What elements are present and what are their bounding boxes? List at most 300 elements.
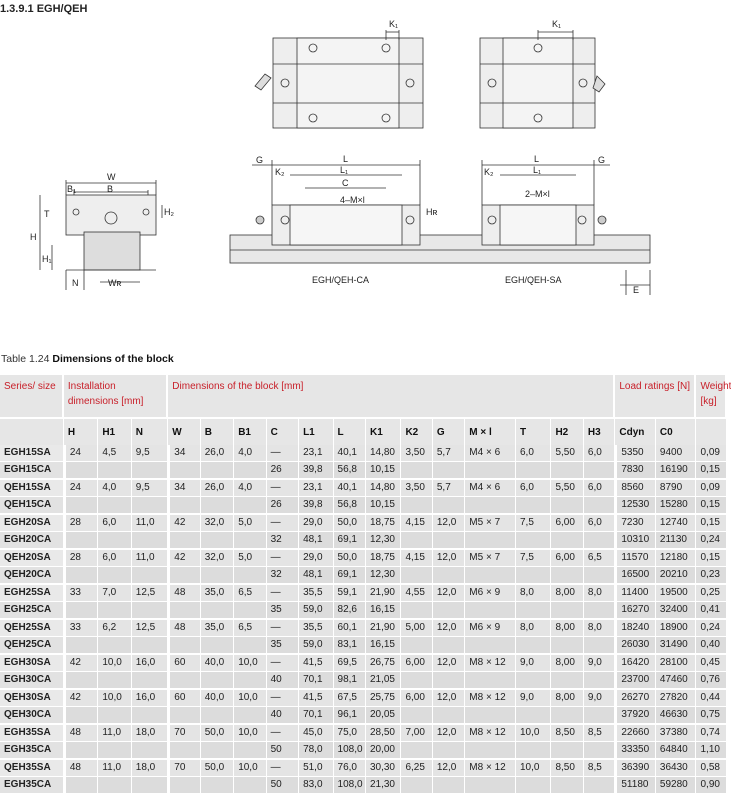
series-cell: QEH15SA: [0, 480, 64, 497]
table-cell: 28: [64, 550, 98, 567]
table-cell: [516, 462, 551, 480]
table-cell: 56,8: [334, 497, 366, 515]
caption-ca: EGH/QEH-CA: [312, 275, 370, 285]
b-label: B: [107, 184, 114, 194]
table-cell: 8,00: [551, 585, 583, 602]
table-cell: [98, 777, 131, 795]
table-cell: M8 × 12: [465, 760, 516, 777]
table-cell: [234, 532, 266, 550]
table-cell: 0,15: [696, 497, 727, 515]
table-cell: [64, 742, 98, 760]
table-row: [0, 480, 727, 497]
table-cell: 40,1: [334, 445, 366, 462]
caption-sa: EGH/QEH-SA: [505, 275, 562, 285]
table-cell: 50: [267, 742, 299, 760]
table-cell: 32,0: [201, 550, 234, 567]
table-cell: 50: [267, 777, 299, 795]
table-cell: [516, 707, 551, 725]
table-cell: 40,0: [201, 690, 234, 707]
table-cell: 5350: [615, 445, 656, 462]
table-cell: [516, 567, 551, 585]
table-cell: 9400: [656, 445, 697, 462]
table-cell: [201, 672, 234, 690]
table-cell: 33: [64, 620, 98, 637]
table-cell: [401, 777, 432, 795]
table-cell: 6,00: [551, 515, 583, 532]
header-installation: Installation dimensions [mm]: [64, 375, 168, 417]
series-cell: QEH20SA: [0, 550, 64, 567]
table-cell: 18,75: [366, 515, 401, 532]
table-cell: 50,0: [334, 515, 366, 532]
col-n: N: [132, 417, 169, 445]
table-cell: —: [267, 445, 299, 462]
table-cell: 34: [168, 445, 200, 462]
table-cell: 6,5: [234, 620, 266, 637]
table-cell: [201, 777, 234, 795]
table-cell: [584, 637, 615, 655]
table-row: [0, 655, 727, 672]
w-label: W: [107, 172, 116, 182]
table-cell: 0,09: [696, 445, 727, 462]
table-cell: [132, 637, 169, 655]
table-cell: 39,8: [299, 462, 333, 480]
table-cell: —: [267, 585, 299, 602]
table-row: [0, 550, 727, 567]
table-cell: 0,58: [696, 760, 727, 777]
t-label: T: [44, 209, 50, 219]
table-cell: [433, 462, 465, 480]
table-cell: M8 × 12: [465, 690, 516, 707]
table-cell: 10,0: [234, 725, 266, 742]
l-label-ca: L: [343, 154, 349, 164]
table-cell: 10,15: [366, 497, 401, 515]
table-cell: [551, 742, 583, 760]
table-cell: 25,75: [366, 690, 401, 707]
table-cell: [465, 707, 516, 725]
table-cell: [551, 777, 583, 795]
table-cell: [401, 672, 432, 690]
table-cell: 33350: [615, 742, 656, 760]
mxl-4-label: 4–M×l: [340, 195, 365, 205]
series-cell: QEH25CA: [0, 637, 64, 655]
table-cell: 6,0: [98, 515, 131, 532]
table-cell: 48,1: [299, 567, 333, 585]
table-cell: M5 × 7: [465, 550, 516, 567]
table-cell: 4,0: [234, 480, 266, 497]
table-cell: [465, 777, 516, 795]
table-cell: 21130: [656, 532, 697, 550]
table-cell: 0,15: [696, 462, 727, 480]
series-cell: EGH35CA: [0, 742, 64, 760]
table-row: [0, 602, 727, 620]
table-cell: 59,0: [299, 602, 333, 620]
table-cell: 32: [267, 567, 299, 585]
table-cell: 10,0: [234, 760, 266, 777]
table-cell: 42: [168, 515, 200, 532]
table-cell: 83,0: [299, 777, 333, 795]
table-cell: 59280: [656, 777, 697, 795]
table-cell: 12,30: [366, 532, 401, 550]
table-cell: 10,0: [234, 655, 266, 672]
col-k2: K2: [401, 417, 432, 445]
table-cell: [465, 742, 516, 760]
table-cell: [234, 602, 266, 620]
table-cell: —: [267, 655, 299, 672]
series-cell: EGH25SA: [0, 585, 64, 602]
table-cell: 35: [267, 602, 299, 620]
table-cell: 30,30: [366, 760, 401, 777]
table-cell: [64, 637, 98, 655]
table-cell: 14,80: [366, 445, 401, 462]
table-cell: 21,05: [366, 672, 401, 690]
table-cell: 12,0: [433, 515, 465, 532]
table-cell: [516, 742, 551, 760]
table-cell: 26: [267, 497, 299, 515]
table-cell: 8,0: [584, 620, 615, 637]
table-cell: 48: [64, 760, 98, 777]
table-cell: [201, 742, 234, 760]
table-cell: 78,0: [299, 742, 333, 760]
table-cell: M4 × 6: [465, 445, 516, 462]
series-cell: EGH30SA: [0, 655, 64, 672]
table-cell: 6,0: [584, 445, 615, 462]
table-cell: [98, 637, 131, 655]
table-cell: 1,10: [696, 742, 727, 760]
table-cell: 48: [168, 585, 200, 602]
table-cell: 50,0: [201, 760, 234, 777]
series-cell: EGH35SA: [0, 725, 64, 742]
table-cell: M6 × 9: [465, 585, 516, 602]
table-cell: [433, 777, 465, 795]
table-cell: 23,1: [299, 480, 333, 497]
table-cell: 39,8: [299, 497, 333, 515]
table-cell: [64, 672, 98, 690]
table-cell: 69,5: [334, 655, 366, 672]
table-cell: 8790: [656, 480, 697, 497]
table-cell: [516, 672, 551, 690]
table-cell: [132, 672, 169, 690]
table-cell: [64, 497, 98, 515]
table-cell: [98, 707, 131, 725]
g-label-ca: G: [256, 155, 264, 165]
wr-label: Wʀ: [108, 278, 122, 288]
table-cell: [551, 637, 583, 655]
table-cell: 7830: [615, 462, 656, 480]
table-cell: 0,09: [696, 480, 727, 497]
table-cell: 4,55: [401, 585, 432, 602]
col-h1: H1: [98, 417, 131, 445]
dimensions-table: [0, 375, 731, 795]
table-cell: 9,0: [584, 655, 615, 672]
table-row: [0, 445, 727, 462]
mxl-2-label: 2–M×l: [525, 189, 550, 199]
col-h3: H3: [584, 417, 615, 445]
k2-label-ca: K₂: [275, 167, 285, 177]
table-cell: [64, 532, 98, 550]
table-cell: [201, 462, 234, 480]
table-cell: 12,0: [433, 550, 465, 567]
table-cell: 9,0: [516, 690, 551, 707]
table-cell: [64, 777, 98, 795]
table-cell: 9,5: [132, 480, 169, 497]
table-cell: M6 × 9: [465, 620, 516, 637]
table-cell: 70,1: [299, 707, 333, 725]
table-cell: 8,5: [584, 760, 615, 777]
table-cell: [168, 637, 200, 655]
table-cell: 0,76: [696, 672, 727, 690]
series-cell: EGH25CA: [0, 602, 64, 620]
table-cell: [168, 532, 200, 550]
col-g: G: [433, 417, 465, 445]
table-cell: [401, 567, 432, 585]
table-cell: [201, 532, 234, 550]
series-cell: QEH15CA: [0, 497, 64, 515]
table-cell: [465, 462, 516, 480]
table-cell: 45,0: [299, 725, 333, 742]
table-cell: 50,0: [201, 725, 234, 742]
l1-label-sa: L₁: [533, 165, 542, 175]
table-cell: [465, 602, 516, 620]
col-c0: C0: [656, 417, 697, 445]
col-l: L: [334, 417, 366, 445]
table-cell: 0,75: [696, 707, 727, 725]
table-cell: 6,25: [401, 760, 432, 777]
table-cell: 51180: [615, 777, 656, 795]
table-cell: 36390: [615, 760, 656, 777]
table-cell: 0,44: [696, 690, 727, 707]
table-cell: 8,0: [584, 585, 615, 602]
table-cell: 10,0: [516, 760, 551, 777]
column-header-row: [0, 417, 727, 445]
table-cell: 4,5: [98, 445, 131, 462]
table-cell: 26: [267, 462, 299, 480]
table-cell: 18900: [656, 620, 697, 637]
table-cell: 4,15: [401, 550, 432, 567]
table-cell: [551, 672, 583, 690]
table-cell: 7,00: [401, 725, 432, 742]
table-cell: 16,0: [132, 690, 169, 707]
table-cell: [516, 532, 551, 550]
table-cell: 12,30: [366, 567, 401, 585]
table-cell: 24: [64, 480, 98, 497]
table-cell: 56,8: [334, 462, 366, 480]
table-cell: 36430: [656, 760, 697, 777]
l1-label-ca: L₁: [340, 165, 349, 175]
table-cell: 18,0: [132, 760, 169, 777]
table-cell: 8,0: [516, 585, 551, 602]
table-cell: 23,1: [299, 445, 333, 462]
table-cell: [551, 532, 583, 550]
table-cell: 26,0: [201, 480, 234, 497]
table-cell: [551, 462, 583, 480]
table-cell: M8 × 12: [465, 725, 516, 742]
table-cell: 35,0: [201, 585, 234, 602]
series-cell: QEH35SA: [0, 760, 64, 777]
table-cell: 8560: [615, 480, 656, 497]
table-cell: 8,00: [551, 620, 583, 637]
table-cell: 6,00: [401, 655, 432, 672]
table-cell: 15280: [656, 497, 697, 515]
table-cell: 7,0: [98, 585, 131, 602]
table-cell: [401, 602, 432, 620]
col-mxl: M × l: [465, 417, 516, 445]
table-cell: [98, 742, 131, 760]
table-row: [0, 567, 727, 585]
col-h: H: [64, 417, 98, 445]
table-cell: 35,5: [299, 620, 333, 637]
table-cell: [98, 567, 131, 585]
table-cell: [433, 532, 465, 550]
table-cell: 6,0: [584, 515, 615, 532]
table-cell: 12,5: [132, 620, 169, 637]
table-cell: [401, 462, 432, 480]
table-cell: 50,0: [334, 550, 366, 567]
table-cell: [132, 567, 169, 585]
table-cell: [584, 672, 615, 690]
series-cell: EGH15CA: [0, 462, 64, 480]
table-cell: 0,41: [696, 602, 727, 620]
table-cell: 11,0: [132, 515, 169, 532]
table-cell: 0,23: [696, 567, 727, 585]
table-cell: 70: [168, 725, 200, 742]
table-cell: 18,0: [132, 725, 169, 742]
table-row: [0, 760, 727, 777]
table-cell: 35: [267, 637, 299, 655]
k2-label-sa: K₂: [484, 167, 494, 177]
table-cell: 16,15: [366, 637, 401, 655]
table-cell: [132, 742, 169, 760]
table-cell: 6,00: [401, 690, 432, 707]
table-cell: [168, 742, 200, 760]
table-cell: 108,0: [334, 742, 366, 760]
table-cell: [64, 462, 98, 480]
table-cell: [64, 567, 98, 585]
table-cell: 16270: [615, 602, 656, 620]
table-cell: 14,80: [366, 480, 401, 497]
table-cell: 16,0: [132, 655, 169, 672]
table-cell: 41,5: [299, 690, 333, 707]
table-cell: [584, 462, 615, 480]
table-cell: [132, 462, 169, 480]
table-cell: 69,1: [334, 567, 366, 585]
table-cell: 32400: [656, 602, 697, 620]
table-cell: 8,00: [551, 690, 583, 707]
table-cell: 40,0: [201, 655, 234, 672]
table-cell: 108,0: [334, 777, 366, 795]
table-cell: 9,5: [132, 445, 169, 462]
col-h2: H2: [551, 417, 583, 445]
table-cell: 31490: [656, 637, 697, 655]
table-cell: 4,15: [401, 515, 432, 532]
table-cell: 18,75: [366, 550, 401, 567]
h1-label: H₁: [42, 254, 52, 264]
table-cell: [465, 532, 516, 550]
table-cell: [168, 602, 200, 620]
table-cell: [516, 777, 551, 795]
table-cell: 10310: [615, 532, 656, 550]
table-cell: M8 × 12: [465, 655, 516, 672]
table-cell: [433, 637, 465, 655]
table-cell: [516, 602, 551, 620]
table-cell: 0,90: [696, 777, 727, 795]
table-cell: 40: [267, 672, 299, 690]
n-label: N: [72, 278, 79, 288]
table-cell: 11,0: [98, 725, 131, 742]
table-cell: [132, 777, 169, 795]
table-cell: [234, 777, 266, 795]
table-cell: 0,74: [696, 725, 727, 742]
table-cell: [433, 497, 465, 515]
table-row: [0, 497, 727, 515]
table-cell: [64, 602, 98, 620]
table-cell: 64840: [656, 742, 697, 760]
table-cell: 20,00: [366, 742, 401, 760]
table-cell: [234, 497, 266, 515]
series-cell: EGH30CA: [0, 672, 64, 690]
table-cell: 37920: [615, 707, 656, 725]
table-cell: 11570: [615, 550, 656, 567]
table-row: [0, 515, 727, 532]
table-cell: 0,24: [696, 532, 727, 550]
table-cell: M5 × 7: [465, 515, 516, 532]
table-cell: [584, 602, 615, 620]
table-cell: —: [267, 550, 299, 567]
table-cell: [516, 497, 551, 515]
table-cell: 16500: [615, 567, 656, 585]
table-cell: [465, 567, 516, 585]
table-cell: 0,45: [696, 655, 727, 672]
table-cell: 60,1: [334, 620, 366, 637]
table-cell: —: [267, 620, 299, 637]
table-cell: 5,50: [551, 445, 583, 462]
table-cell: 3,50: [401, 480, 432, 497]
table-cell: [465, 672, 516, 690]
table-cell: 7230: [615, 515, 656, 532]
table-cell: 47460: [656, 672, 697, 690]
table-cell: 10,15: [366, 462, 401, 480]
table-cell: [168, 777, 200, 795]
table-cell: 6,00: [551, 550, 583, 567]
h2-label: H₂: [164, 207, 174, 217]
table-cell: 16190: [656, 462, 697, 480]
table-cell: 12530: [615, 497, 656, 515]
series-cell: QEH30SA: [0, 690, 64, 707]
k1-label-sa: K₁: [552, 19, 562, 29]
table-cell: 26270: [615, 690, 656, 707]
table-cell: 12,0: [433, 725, 465, 742]
table-cell: 8,0: [516, 620, 551, 637]
table-cell: 26,0: [201, 445, 234, 462]
col-cdyn: Cdyn: [615, 417, 656, 445]
table-cell: [584, 497, 615, 515]
table-cell: 19500: [656, 585, 697, 602]
table-cell: [401, 707, 432, 725]
header-load: Load ratings [N]: [615, 375, 696, 417]
table-cell: 70,1: [299, 672, 333, 690]
table-cell: 22660: [615, 725, 656, 742]
table-cell: 6,2: [98, 620, 131, 637]
table-cell: [132, 707, 169, 725]
table-cell: 4,0: [98, 480, 131, 497]
table-cell: —: [267, 480, 299, 497]
table-cell: [584, 532, 615, 550]
table-cell: 6,0: [516, 480, 551, 497]
table-cell: 60: [168, 690, 200, 707]
series-cell: EGH20SA: [0, 515, 64, 532]
table-cell: 20210: [656, 567, 697, 585]
table-cell: 37380: [656, 725, 697, 742]
table-cell: [433, 602, 465, 620]
